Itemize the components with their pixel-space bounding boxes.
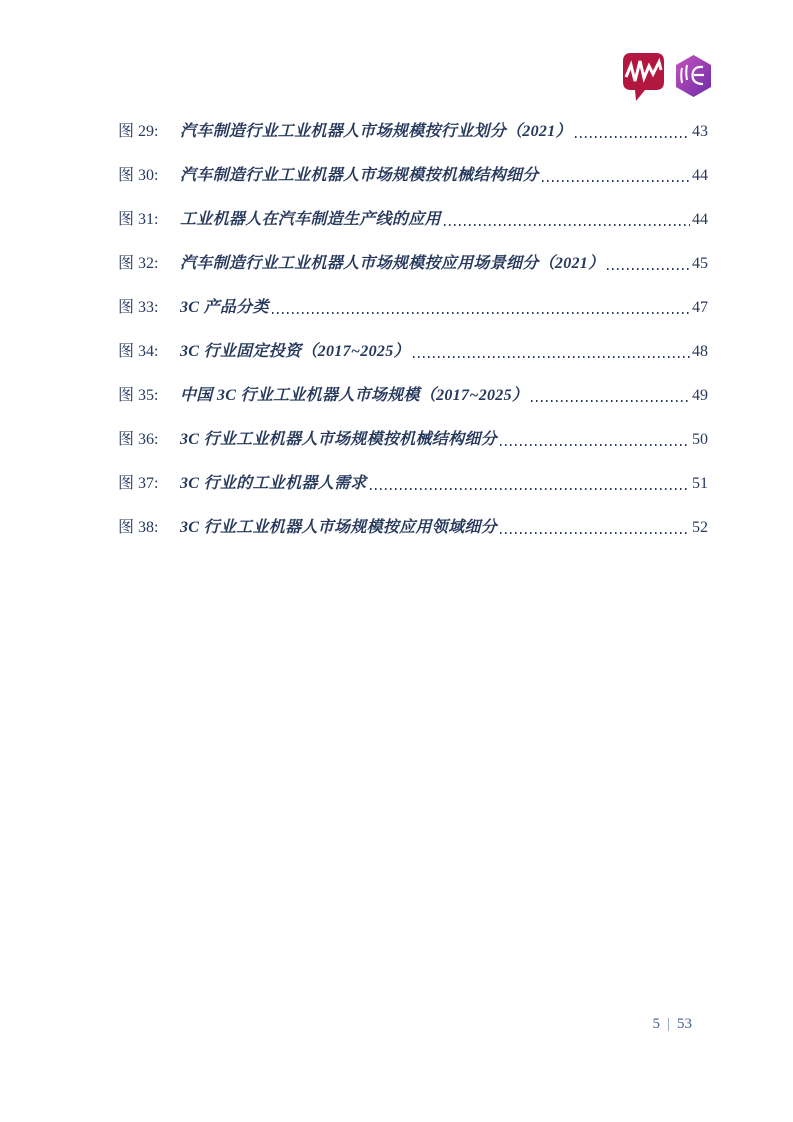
dot-leader	[370, 488, 690, 490]
toc-entry[interactable]	[118, 298, 708, 318]
figure-page-number: 48	[692, 343, 708, 360]
figure-label: 图 38:	[118, 519, 159, 536]
figure-label: 图 32:	[118, 255, 159, 272]
figure-label: 图 34:	[118, 343, 159, 360]
toc-entry[interactable]	[118, 210, 708, 230]
toc-entry[interactable]	[118, 254, 708, 274]
dot-leader	[607, 268, 690, 270]
dot-leader	[272, 312, 690, 314]
dot-leader	[413, 356, 690, 358]
figure-label: 图 31:	[118, 211, 159, 228]
current-page-number: 5	[652, 1016, 660, 1032]
figure-label: 图 36:	[118, 431, 159, 448]
page-footer	[652, 1015, 692, 1033]
figure-page-number: 51	[692, 475, 708, 492]
figure-label: 图 35:	[118, 387, 159, 404]
figure-title: 工业机器人在汽车制造生产线的应用	[180, 211, 441, 228]
toc-entry[interactable]	[118, 342, 708, 362]
figure-page-number: 43	[692, 123, 708, 140]
figure-page-number: 52	[692, 519, 708, 536]
figure-page-number: 44	[692, 167, 708, 184]
figure-title: 汽车制造行业工业机器人市场规模按机械结构细分	[180, 167, 539, 184]
dot-leader	[575, 136, 690, 138]
figure-label: 图 29:	[118, 123, 159, 140]
dot-leader	[500, 532, 690, 534]
figure-title: 汽车制造行业工业机器人市场规模按行业划分（2021）	[180, 123, 572, 140]
figure-label: 图 30:	[118, 167, 159, 184]
figure-title: 3C 行业工业机器人市场规模按应用领域细分	[180, 519, 497, 536]
figure-title: 3C 行业工业机器人市场规模按机械结构细分	[180, 431, 497, 448]
figure-title: 3C 行业的工业机器人需求	[180, 475, 367, 492]
figure-page-number: 47	[692, 299, 708, 316]
figure-page-number: 45	[692, 255, 708, 272]
figure-title: 3C 行业固定投资（2017~2025）	[180, 343, 410, 360]
page-separator: |	[666, 1016, 670, 1032]
total-page-count: 53	[677, 1016, 692, 1032]
toc-entry[interactable]	[118, 166, 708, 186]
figure-label: 图 33:	[118, 299, 159, 316]
figure-title: 3C 产品分类	[180, 299, 269, 316]
figure-list	[118, 122, 708, 562]
toc-entry[interactable]	[118, 430, 708, 450]
toc-entry[interactable]	[118, 386, 708, 406]
figure-title: 汽车制造行业工业机器人市场规模按应用场景细分（2021）	[180, 255, 605, 272]
figure-page-number: 44	[692, 211, 708, 228]
figure-title: 中国 3C 行业工业机器人市场规模（2017~2025）	[180, 387, 529, 404]
dot-leader	[531, 400, 690, 402]
dot-leader	[444, 224, 690, 226]
company-logo	[622, 52, 712, 102]
toc-entry[interactable]	[118, 474, 708, 494]
hex-cube-icon	[675, 54, 712, 98]
dot-leader	[542, 180, 690, 182]
figure-label: 图 37:	[118, 475, 159, 492]
dot-leader	[500, 444, 690, 446]
toc-entry[interactable]	[118, 122, 708, 142]
toc-entry[interactable]	[118, 518, 708, 538]
figure-page-number: 50	[692, 431, 708, 448]
figure-page-number: 49	[692, 387, 708, 404]
chart-speech-bubble-icon	[622, 52, 665, 102]
